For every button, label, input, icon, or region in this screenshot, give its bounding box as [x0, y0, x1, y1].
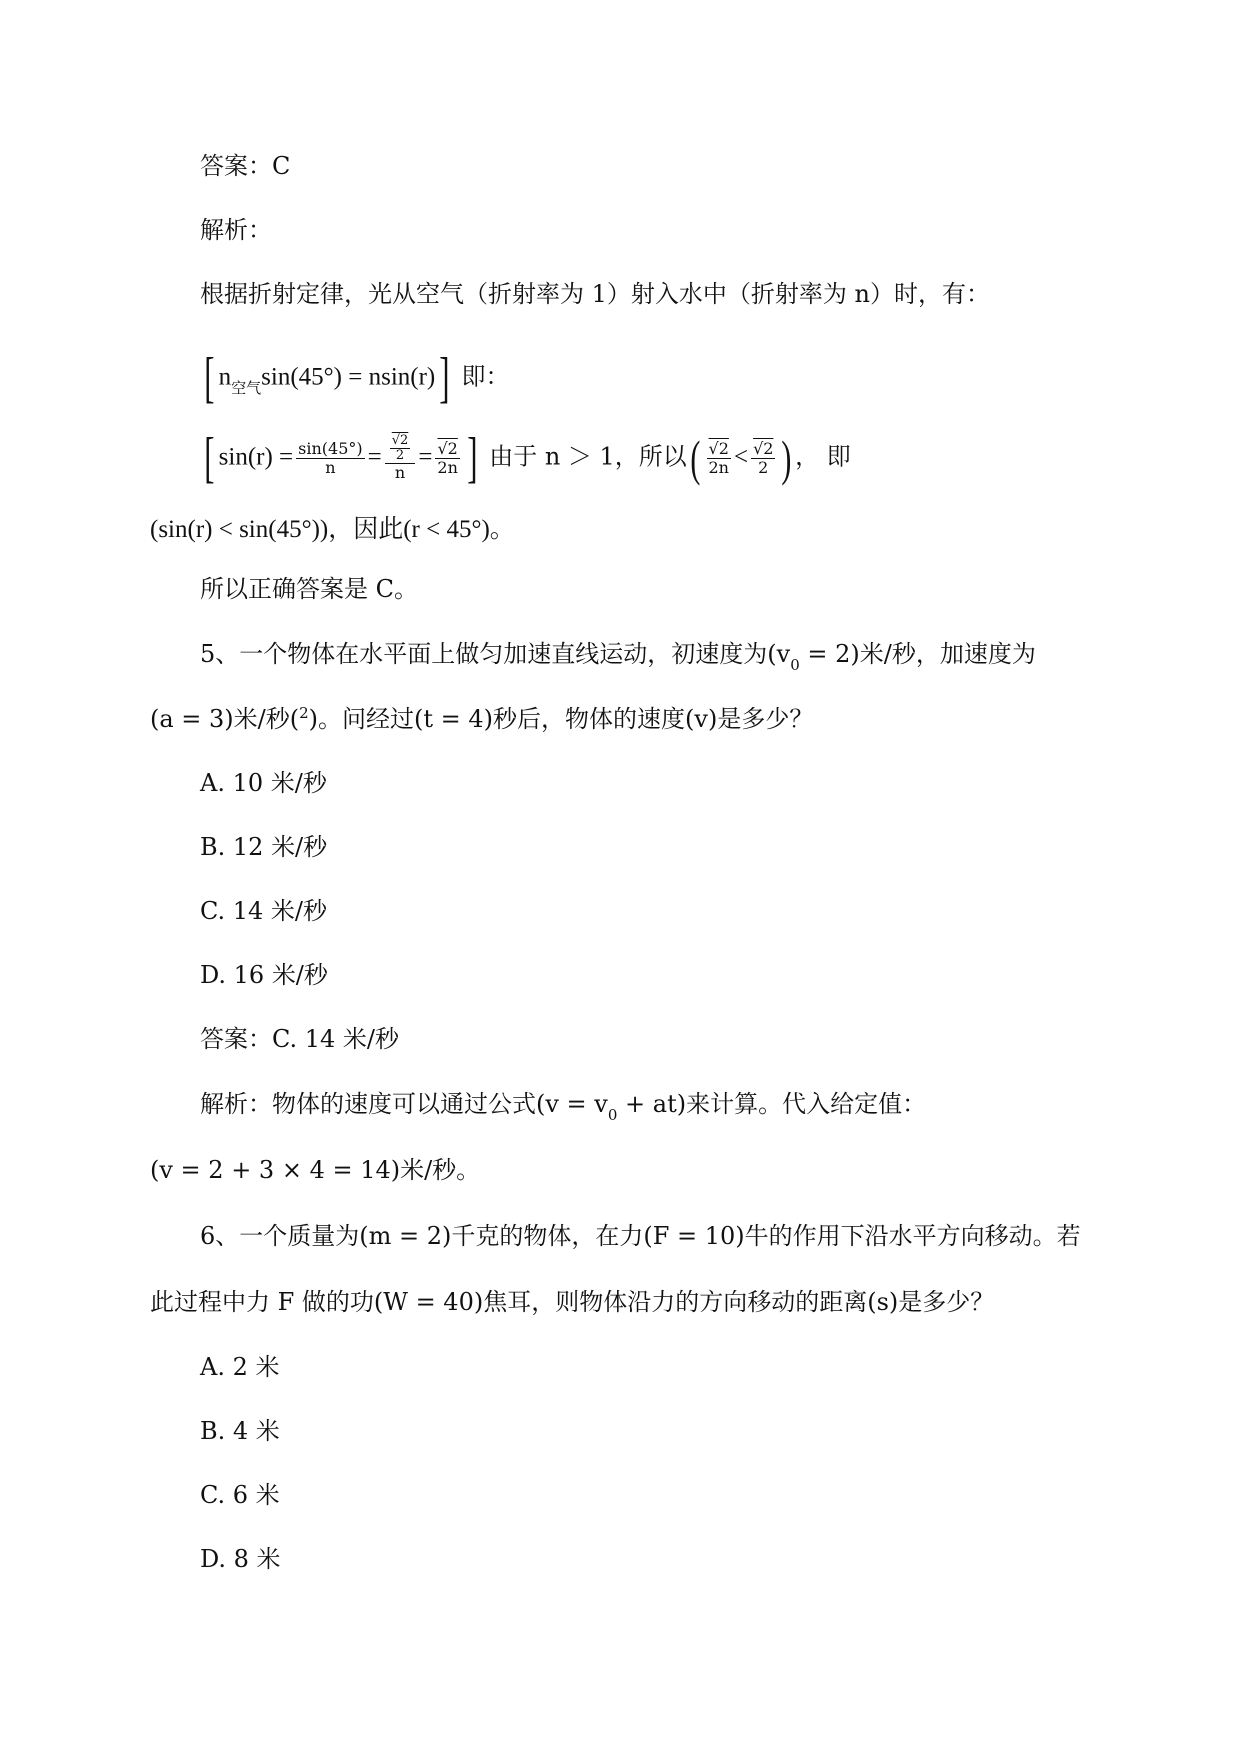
inner-numerator: √2 [391, 433, 409, 448]
question-5-line-2 [0, 703, 1241, 738]
inner-denominator: 2 [395, 448, 405, 463]
fraction-root2-over-2n [435, 440, 459, 477]
q5-line2-text-b: )。问经过(t = 4)秒后，物体的速度(v)是多少？ [308, 705, 814, 733]
q5-option-b: B. 12 米/秒 [200, 833, 328, 861]
question-6-line-1: 6、一个质量为(m = 2)千克的物体，在力(F = 10)牛的作用下沿水平方向移动。若 [200, 1222, 1081, 1250]
q5-calculation: (v = 2 + 3 × 4 = 14)米/秒。 [150, 1156, 481, 1184]
q5-option-a: A. 10 米/秒 [200, 769, 327, 797]
ineq-after-text: ， 即 [795, 442, 851, 471]
q5-text-b: = 2)米/秒，加速度为 [799, 640, 1036, 668]
less-than-sign: < [733, 443, 749, 471]
derivation-line [0, 427, 1241, 489]
fraction-denominator: 2 [758, 457, 769, 477]
q5-analysis [0, 1088, 1241, 1123]
conclusion-text: (sin(r) < sin(45°))，因此(r < 45°)。 [150, 516, 515, 543]
q6-option-c: C. 6 米 [200, 1481, 280, 1509]
final-answer-line: 所以正确答案是 C。 [200, 575, 418, 603]
q5-analysis-text-a: 解析：物体的速度可以通过公式(v = v [200, 1090, 608, 1118]
fraction-sin45-over-n [296, 440, 364, 477]
fraction-numerator: √2 [753, 438, 774, 458]
q5-text-a: 5、一个物体在水平面上做匀加速直线运动，初速度为(v [200, 640, 791, 668]
right-bracket: ] [467, 427, 478, 489]
snell-n-subscript: 空气 [231, 378, 262, 397]
fraction-numerator: sin(45°) [298, 438, 363, 458]
fraction-denominator: 2n [437, 457, 458, 477]
snell-rest: sin(45°) = nsin(r) [261, 363, 436, 391]
fraction-denominator: n [325, 457, 336, 477]
q5-analysis-text-b: + at)来计算。代入给定值： [617, 1090, 927, 1118]
ineq-fraction-right [751, 440, 775, 477]
snell-after-text: 即： [453, 362, 510, 391]
q6-option-a: A. 2 米 [200, 1353, 280, 1381]
q5-line2-text-a: (a = 3)米/秒( [150, 705, 300, 733]
question-5-line-1 [0, 638, 1241, 673]
v0-subscript: 0 [790, 656, 800, 674]
snell-n: n [218, 363, 232, 391]
ineq-fraction-left [706, 440, 730, 477]
right-paren: ) [781, 430, 792, 486]
q5-option-c: C. 14 米/秒 [200, 897, 328, 925]
fraction-nested [385, 434, 416, 482]
inner-fraction [390, 434, 411, 463]
conclusion-line [0, 513, 1241, 546]
snell-equation-line [0, 347, 1241, 409]
fraction-numerator: √2 [437, 438, 458, 458]
q5-answer: 答案：C. 14 米/秒 [200, 1025, 400, 1053]
left-paren: ( [690, 430, 701, 486]
analysis-label: 解析： [200, 216, 272, 244]
left-bracket: [ [204, 347, 215, 409]
v0-subscript: 0 [607, 1106, 618, 1124]
since-text: 由于 n ＞ 1，所以 [481, 442, 687, 471]
right-bracket: ] [439, 347, 450, 409]
fraction-numerator: √2 [708, 438, 729, 458]
fraction-denominator: 2n [708, 457, 729, 477]
answer-line: 答案：C [200, 152, 291, 180]
equals-sign: = [418, 443, 433, 471]
derivation-lhs: sin(r) = [218, 443, 294, 471]
question-6-line-2: 此过程中力 F 做的功(W = 40)焦耳，则物体沿力的方向移动的距离(s)是多少？ [150, 1288, 995, 1316]
equals-sign: = [367, 443, 382, 471]
fraction-numerator [385, 434, 416, 464]
squared-superscript: 2 [299, 704, 309, 722]
fraction-denominator: n [394, 463, 406, 482]
q5-option-d: D. 16 米/秒 [200, 961, 328, 989]
left-bracket: [ [204, 427, 215, 489]
q6-option-d: D. 8 米 [200, 1545, 281, 1573]
refraction-intro: 根据折射定律，光从空气（折射率为 1）射入水中（折射率为 n）时，有： [200, 280, 990, 308]
q6-option-b: B. 4 米 [200, 1417, 280, 1445]
